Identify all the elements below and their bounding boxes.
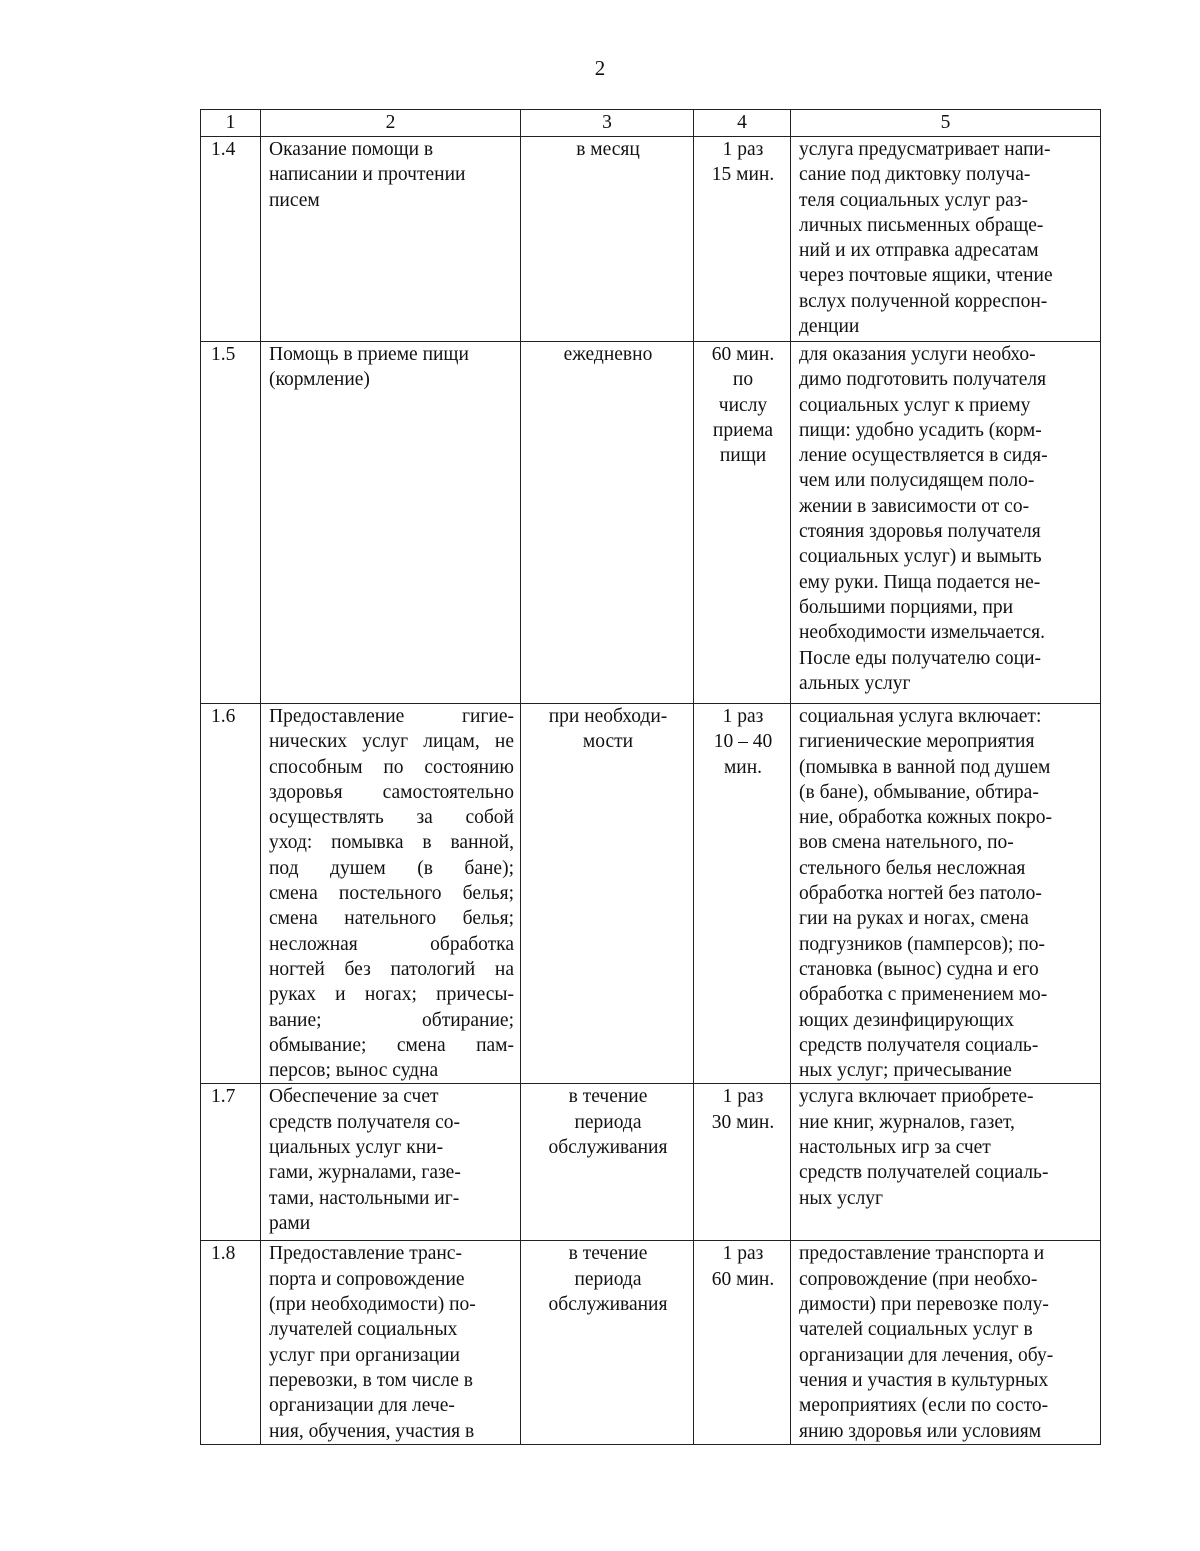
service-description-cell (791, 342, 1101, 704)
cell-text-line: ных услуг (799, 1187, 884, 1209)
cell-text-line: в течение (568, 1243, 648, 1265)
cell-text-line: обслуживания (548, 1137, 668, 1159)
cell-text-line: ных услуг; причесывание (799, 1060, 1012, 1082)
cell-text-line: социальных услуг) и вымыть (799, 546, 1042, 568)
cell-text-line: ющих дезинфицирующих (799, 1009, 1014, 1031)
cell-text-line: порта и сопровождение (269, 1268, 465, 1290)
service-name-cell (261, 137, 521, 342)
cell-text-line: смена постельного белья; (269, 883, 514, 905)
service-time-cell (694, 137, 791, 342)
table-row (201, 704, 1101, 1084)
cell-text-line: здоровья самостоятельно (269, 781, 514, 803)
cell-text-line: при необходи- (548, 706, 668, 727)
cell-text-line: 1 раз (722, 706, 764, 727)
table-body (201, 137, 1101, 1445)
service-period-cell (521, 1084, 694, 1241)
cell-text-line: услуга предусматривает напи- (799, 139, 1051, 160)
cell-text-line: ление осуществляется в сидя- (799, 445, 1048, 467)
service-time-cell (694, 1084, 791, 1241)
cell-text-line: жении в зависимости от со- (799, 495, 1030, 517)
cell-text-line: (помывка в ванной под душем (799, 756, 1051, 778)
cell-text-line: периода (574, 1268, 642, 1290)
cell-text-line: циальных услуг кни- (269, 1137, 444, 1159)
cell-text-line: янию здоровья или условиям (799, 1420, 1042, 1442)
cell-text-line: (в бане), обмывание, обтира- (799, 781, 1039, 803)
cell-text-line: личных письменных обраще- (799, 214, 1044, 236)
service-description-cell (791, 137, 1101, 342)
table-row (201, 1241, 1101, 1444)
cell-text-line: организации для лече- (269, 1395, 455, 1417)
cell-text-line: альных услуг (799, 672, 911, 694)
cell-text-line: сание под диктовку получа- (799, 164, 1031, 186)
cell-text-line: для оказания услуги необхо- (799, 344, 1036, 365)
table-row (201, 342, 1101, 704)
service-period-cell (521, 704, 694, 1084)
service-time-cell (694, 342, 791, 704)
cell-text-line: пищи (719, 445, 767, 467)
cell-text-line: ния, обучения, участия в (269, 1420, 475, 1442)
cell-text-line: 60 мин. (711, 1268, 775, 1290)
cell-text-line: ние, обработка кожных покро- (799, 807, 1053, 829)
cell-text-line: обслуживания (548, 1294, 668, 1316)
cell-text-line: услуг при организации (269, 1344, 460, 1366)
cell-text-line: обмывание; смена пам- (269, 1034, 514, 1056)
cell-text-line: осуществлять за собой (269, 807, 514, 829)
cell-text-line: приема (712, 419, 774, 441)
cell-text-line: по (732, 369, 754, 391)
cell-text-line: тами, настольными иг- (269, 1187, 460, 1209)
cell-text-line: социальная услуга включает: (799, 706, 1042, 727)
column-header: 1 (201, 110, 261, 137)
service-description-cell (791, 704, 1101, 1084)
cell-text-line: руках и ногах; причесы- (269, 984, 514, 1006)
cell-text-line: большими порциями, при (799, 596, 1014, 618)
row-number-cell (201, 1084, 261, 1241)
cell-text-line: лучателей социальных (269, 1319, 458, 1341)
service-period-cell (521, 137, 694, 342)
cell-text-line: 30 мин. (711, 1111, 775, 1133)
cell-text-line: (при необходимости) по- (269, 1294, 476, 1316)
cell-text-line: через почтовые ящики, чтение (799, 265, 1053, 287)
cell-text-line: средств получателя со- (269, 1111, 461, 1133)
cell-text-line: ежедневно (563, 344, 653, 365)
cell-text-line: димости) при перевозке полу- (799, 1294, 1049, 1316)
cell-text-line: ний и их отправка адресатам (799, 240, 1039, 262)
cell-text-line: чателей социальных услуг в (799, 1319, 1033, 1341)
cell-text-line: После еды получателю соци- (799, 647, 1042, 669)
cell-text-line: услуга включает приобрете- (799, 1086, 1034, 1108)
table-row (201, 137, 1101, 342)
service-time-cell (694, 1241, 791, 1444)
service-period-cell (521, 342, 694, 704)
cell-text-line: пищи: удобно усадить (корм- (799, 419, 1042, 441)
cell-text-line: мин. (723, 756, 763, 778)
service-name-cell (261, 1084, 521, 1241)
cell-text-line: под душем (в бане); (269, 857, 514, 879)
cell-text-line: перевозки, в том числе в (269, 1369, 473, 1391)
row-number: 1.4 (211, 139, 236, 160)
cell-text-line: гигиенические мероприятия (799, 731, 1035, 753)
cell-text-line: Предоставление транс- (269, 1243, 462, 1265)
services-table (200, 109, 1101, 1445)
cell-text-line: теля социальных услуг раз- (799, 189, 1029, 211)
cell-text-line: денции (799, 316, 860, 338)
cell-text-line: предоставление транспорта и (799, 1243, 1045, 1265)
cell-text-line: уход: помывка в ванной, (269, 832, 514, 854)
column-header: 2 (261, 110, 521, 137)
row-number-cell (201, 1241, 261, 1444)
cell-text-line: вание; обтирание; (269, 1009, 514, 1031)
cell-text-line: ногтей без патологий на (269, 958, 514, 980)
service-name-cell (261, 342, 521, 704)
service-time-cell (694, 704, 791, 1084)
cell-text-line: несложная обработка (269, 933, 514, 955)
row-number-cell (201, 342, 261, 704)
column-header: 5 (791, 110, 1101, 137)
service-period-cell (521, 1241, 694, 1444)
header-row (201, 110, 1101, 137)
row-number: 1.6 (211, 706, 236, 727)
cell-text-line: чения и участия в культурных (799, 1369, 1049, 1391)
cell-text-line: вов смена нательного, по- (799, 832, 1014, 854)
cell-text-line: обработка ногтей без патоло- (799, 883, 1042, 905)
cell-text-line: персов; вынос судна (269, 1060, 439, 1082)
column-header: 3 (521, 110, 694, 137)
cell-text-line: рами (269, 1212, 311, 1234)
cell-text-line: гии на руках и ногах, смена (799, 908, 1029, 930)
cell-text-line: Помощь в приеме пищи (269, 344, 469, 365)
cell-text-line: становка (вынос) судна и его (799, 958, 1039, 980)
cell-text-line: чем или полусидящем поло- (799, 470, 1035, 492)
service-description-cell (791, 1241, 1101, 1444)
cell-text-line: способным по состоянию (269, 756, 514, 778)
row-number-cell (201, 704, 261, 1084)
cell-text-line: вслух полученной корреспон- (799, 290, 1048, 312)
cell-text-line: (кормление) (269, 369, 370, 391)
page-number: 2 (594, 56, 606, 80)
cell-text-line: средств получателя социаль- (799, 1034, 1039, 1056)
column-header: 4 (694, 110, 791, 137)
cell-text-line: подгузников (памперсов); по- (799, 933, 1046, 955)
cell-text-line: мости (582, 731, 634, 753)
cell-text-line: 15 мин. (711, 164, 775, 186)
cell-text-line: гами, журналами, газе- (269, 1162, 461, 1184)
cell-text-line: нических услуг лицам, не (269, 731, 514, 753)
cell-text-line: ние книг, журналов, газет, (799, 1111, 1015, 1133)
cell-text-line: Предоставление гигие- (269, 706, 514, 727)
cell-text-line: обработка с применением мо- (799, 984, 1048, 1006)
cell-text-line: 10 – 40 (713, 731, 773, 753)
cell-text-line: Обеспечение за счет (269, 1086, 439, 1108)
cell-text-line: Оказание помощи в (269, 139, 434, 160)
cell-text-line: димо подготовить получателя (799, 369, 1047, 391)
cell-text-line: периода (574, 1111, 642, 1133)
cell-text-line: в месяц (576, 139, 640, 160)
cell-text-line: средств получателей социаль- (799, 1162, 1049, 1184)
cell-text-line: 1 раз (722, 1243, 764, 1265)
cell-text-line: необходимости измельчается. (799, 622, 1046, 644)
cell-text-line: настольных игр за счет (799, 1137, 991, 1159)
cell-text-line: в течение (568, 1086, 648, 1108)
cell-text-line: числу (718, 394, 768, 416)
cell-text-line: мероприятиях (если по состо- (799, 1395, 1049, 1417)
row-number: 1.7 (211, 1086, 236, 1108)
row-number-cell (201, 137, 261, 342)
cell-text-line: ему руки. Пища подается не- (799, 571, 1041, 593)
cell-text-line: организации для лечения, обу- (799, 1344, 1054, 1366)
row-number: 1.8 (211, 1243, 236, 1265)
cell-text-line: социальных услуг к приему (799, 394, 1031, 416)
service-name-cell (261, 1241, 521, 1444)
cell-text-line: стояния здоровья получателя (799, 521, 1041, 543)
cell-text-line: 1 раз (722, 1086, 764, 1108)
cell-text-line: 1 раз (722, 139, 764, 160)
cell-text-line: 60 мин. (711, 344, 775, 365)
cell-text-line: стельного белья несложная (799, 857, 1026, 879)
cell-text-line: написании и прочтении (269, 164, 466, 186)
service-name-cell (261, 704, 521, 1084)
cell-text-line: писем (269, 189, 320, 211)
table-row (201, 1084, 1101, 1241)
service-description-cell (791, 1084, 1101, 1241)
row-number: 1.5 (211, 344, 236, 365)
cell-text-line: сопровождение (при необхо- (799, 1268, 1038, 1290)
cell-text-line: смена нательного белья; (269, 908, 514, 930)
